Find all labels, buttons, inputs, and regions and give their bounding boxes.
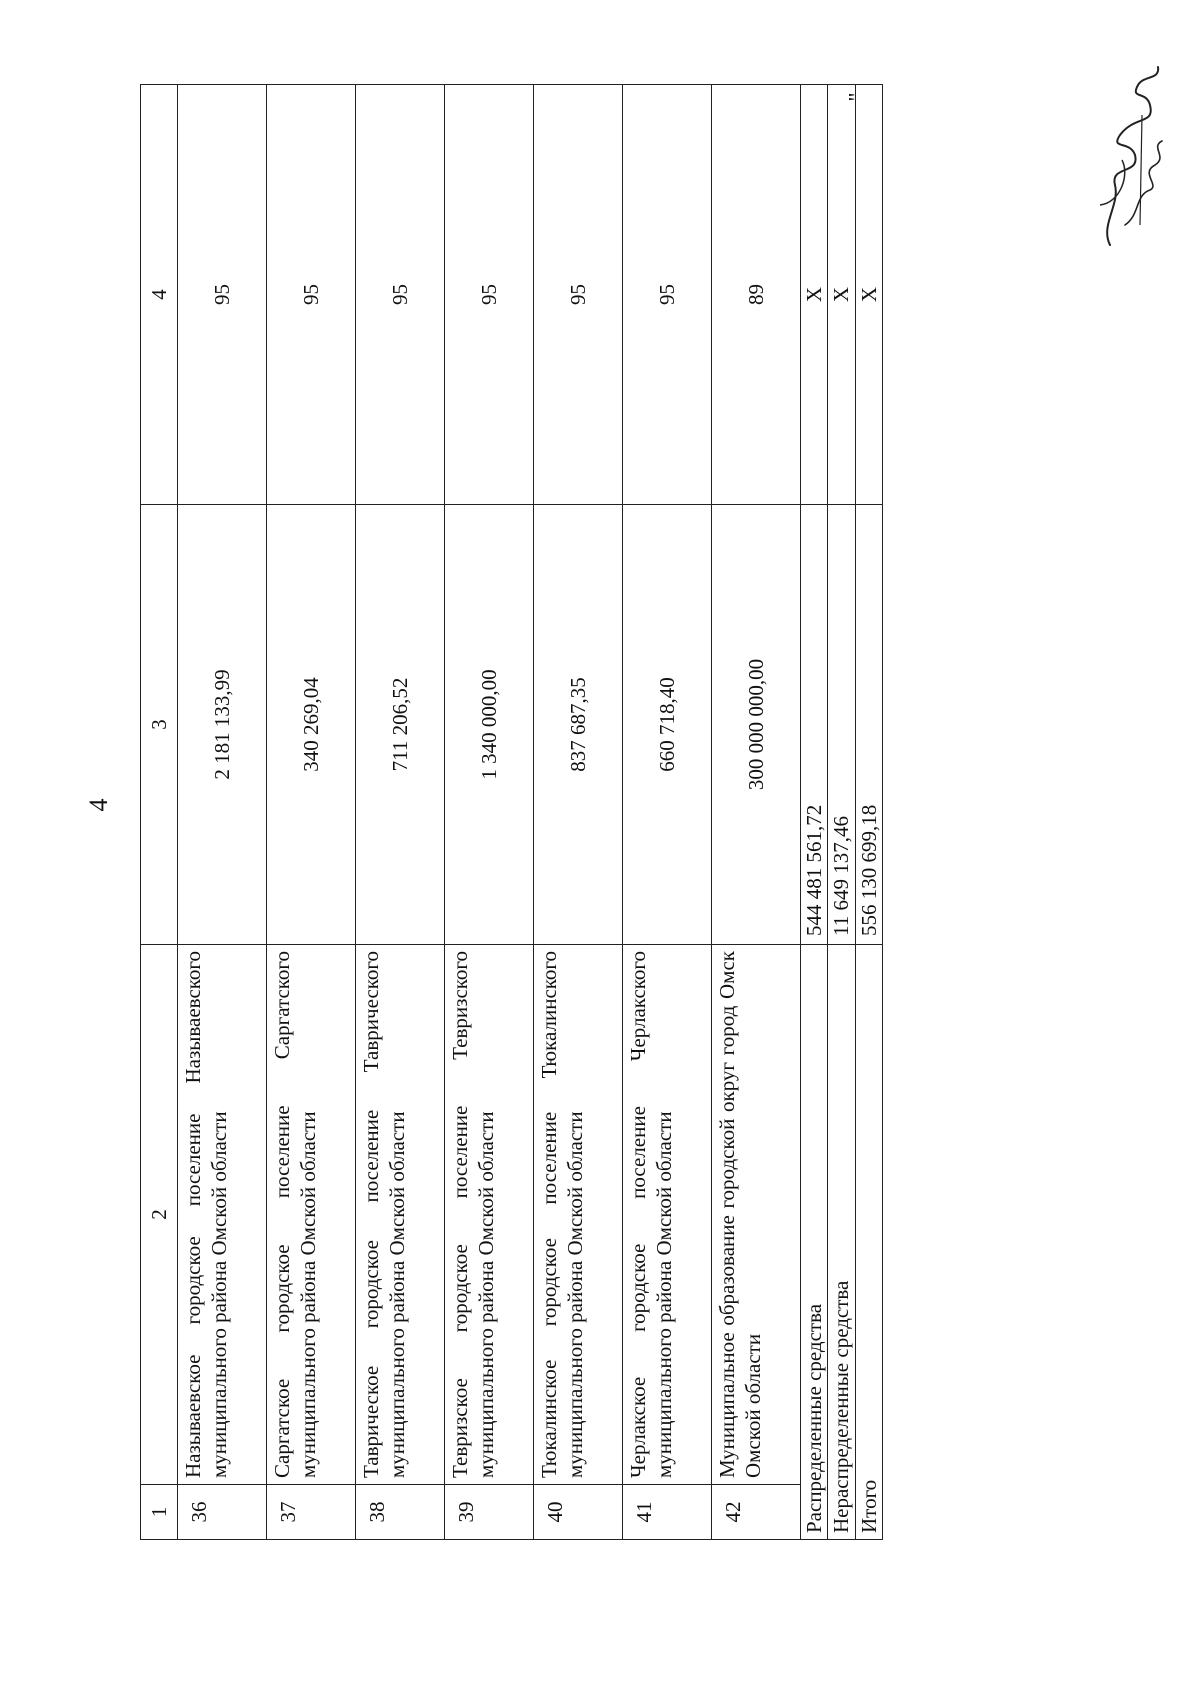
percent-cell: 95 xyxy=(445,85,534,505)
table-row xyxy=(356,85,445,1540)
municipality-name: Таврическое городское поселение Таврического муниципального района Омской области xyxy=(356,945,445,1485)
row-number: 42 xyxy=(712,1485,801,1540)
column-header: 3 xyxy=(141,505,178,945)
percent-cell: 95 xyxy=(534,85,623,505)
table-header-row xyxy=(141,85,178,1540)
amount-cell: 660 718,40 xyxy=(623,505,712,945)
column-header: 4 xyxy=(141,85,178,505)
page-number: 4 xyxy=(84,798,113,812)
row-number: 40 xyxy=(534,1485,623,1540)
percent-cell: 95 xyxy=(356,85,445,505)
municipality-name: Тевризское городское поселение Тевризского муниципального района Омской области xyxy=(445,945,534,1485)
percent-cell: 95 xyxy=(267,85,356,505)
row-number: 38 xyxy=(356,1485,445,1540)
summary-amount: 11 649 137,46 xyxy=(828,505,855,945)
amount-cell: 711 206,52 xyxy=(356,505,445,945)
column-header: 2 xyxy=(141,945,178,1485)
municipality-name: Тюкалинское городское поселение Тюкалинского муниципального района Омской области xyxy=(534,945,623,1485)
table-row xyxy=(534,85,623,1540)
table-row xyxy=(445,85,534,1540)
amount-cell: 2 181 133,99 xyxy=(178,505,267,945)
municipality-name: Муниципальное образование городской округ город Омск Омской области xyxy=(712,945,801,1485)
amount-cell: 837 687,35 xyxy=(534,505,623,945)
table-row xyxy=(712,85,801,1540)
municipality-name: Саргатское городское поселение Саргатского муниципального района Омской области xyxy=(267,945,356,1485)
summary-label: Нераспределенные средства xyxy=(828,945,855,1540)
percent-cell: 95 xyxy=(623,85,712,505)
summary-label: Распределенные средства xyxy=(801,945,828,1540)
amount-cell: 340 269,04 xyxy=(267,505,356,945)
summary-row-distributed xyxy=(801,85,828,1540)
rotated-table-container xyxy=(140,85,881,1540)
table-row xyxy=(178,85,267,1540)
summary-amount: 544 481 561,72 xyxy=(801,505,828,945)
signature-image xyxy=(1080,55,1180,255)
row-number: 41 xyxy=(623,1485,712,1540)
municipality-name: Черлакское городское поселение Черлакского муниципального района Омской области xyxy=(623,945,712,1485)
summary-label: Итого xyxy=(855,945,882,1540)
summary-mark: Х xyxy=(801,85,828,505)
amount-cell: 300 000 000,00 xyxy=(712,505,801,945)
summary-row-total xyxy=(855,85,882,1540)
row-number: 36 xyxy=(178,1485,267,1540)
amount-cell: 1 340 000,00 xyxy=(445,505,534,945)
row-number: 39 xyxy=(445,1485,534,1540)
table-row xyxy=(623,85,712,1540)
table-row xyxy=(267,85,356,1540)
percent-cell: 89 xyxy=(712,85,801,505)
closing-quote-mark: " xyxy=(843,92,869,102)
municipality-name: Называевское городское поселение Называевского муниципального района Омской области xyxy=(178,945,267,1485)
summary-row-undistributed xyxy=(828,85,855,1540)
summary-mark: Х xyxy=(855,85,882,505)
summary-mark: Х xyxy=(828,85,855,505)
summary-amount: 556 130 699,18 xyxy=(855,505,882,945)
column-header: 1 xyxy=(141,1485,178,1540)
row-number: 37 xyxy=(267,1485,356,1540)
allocation-table xyxy=(140,84,883,1540)
percent-cell: 95 xyxy=(178,85,267,505)
